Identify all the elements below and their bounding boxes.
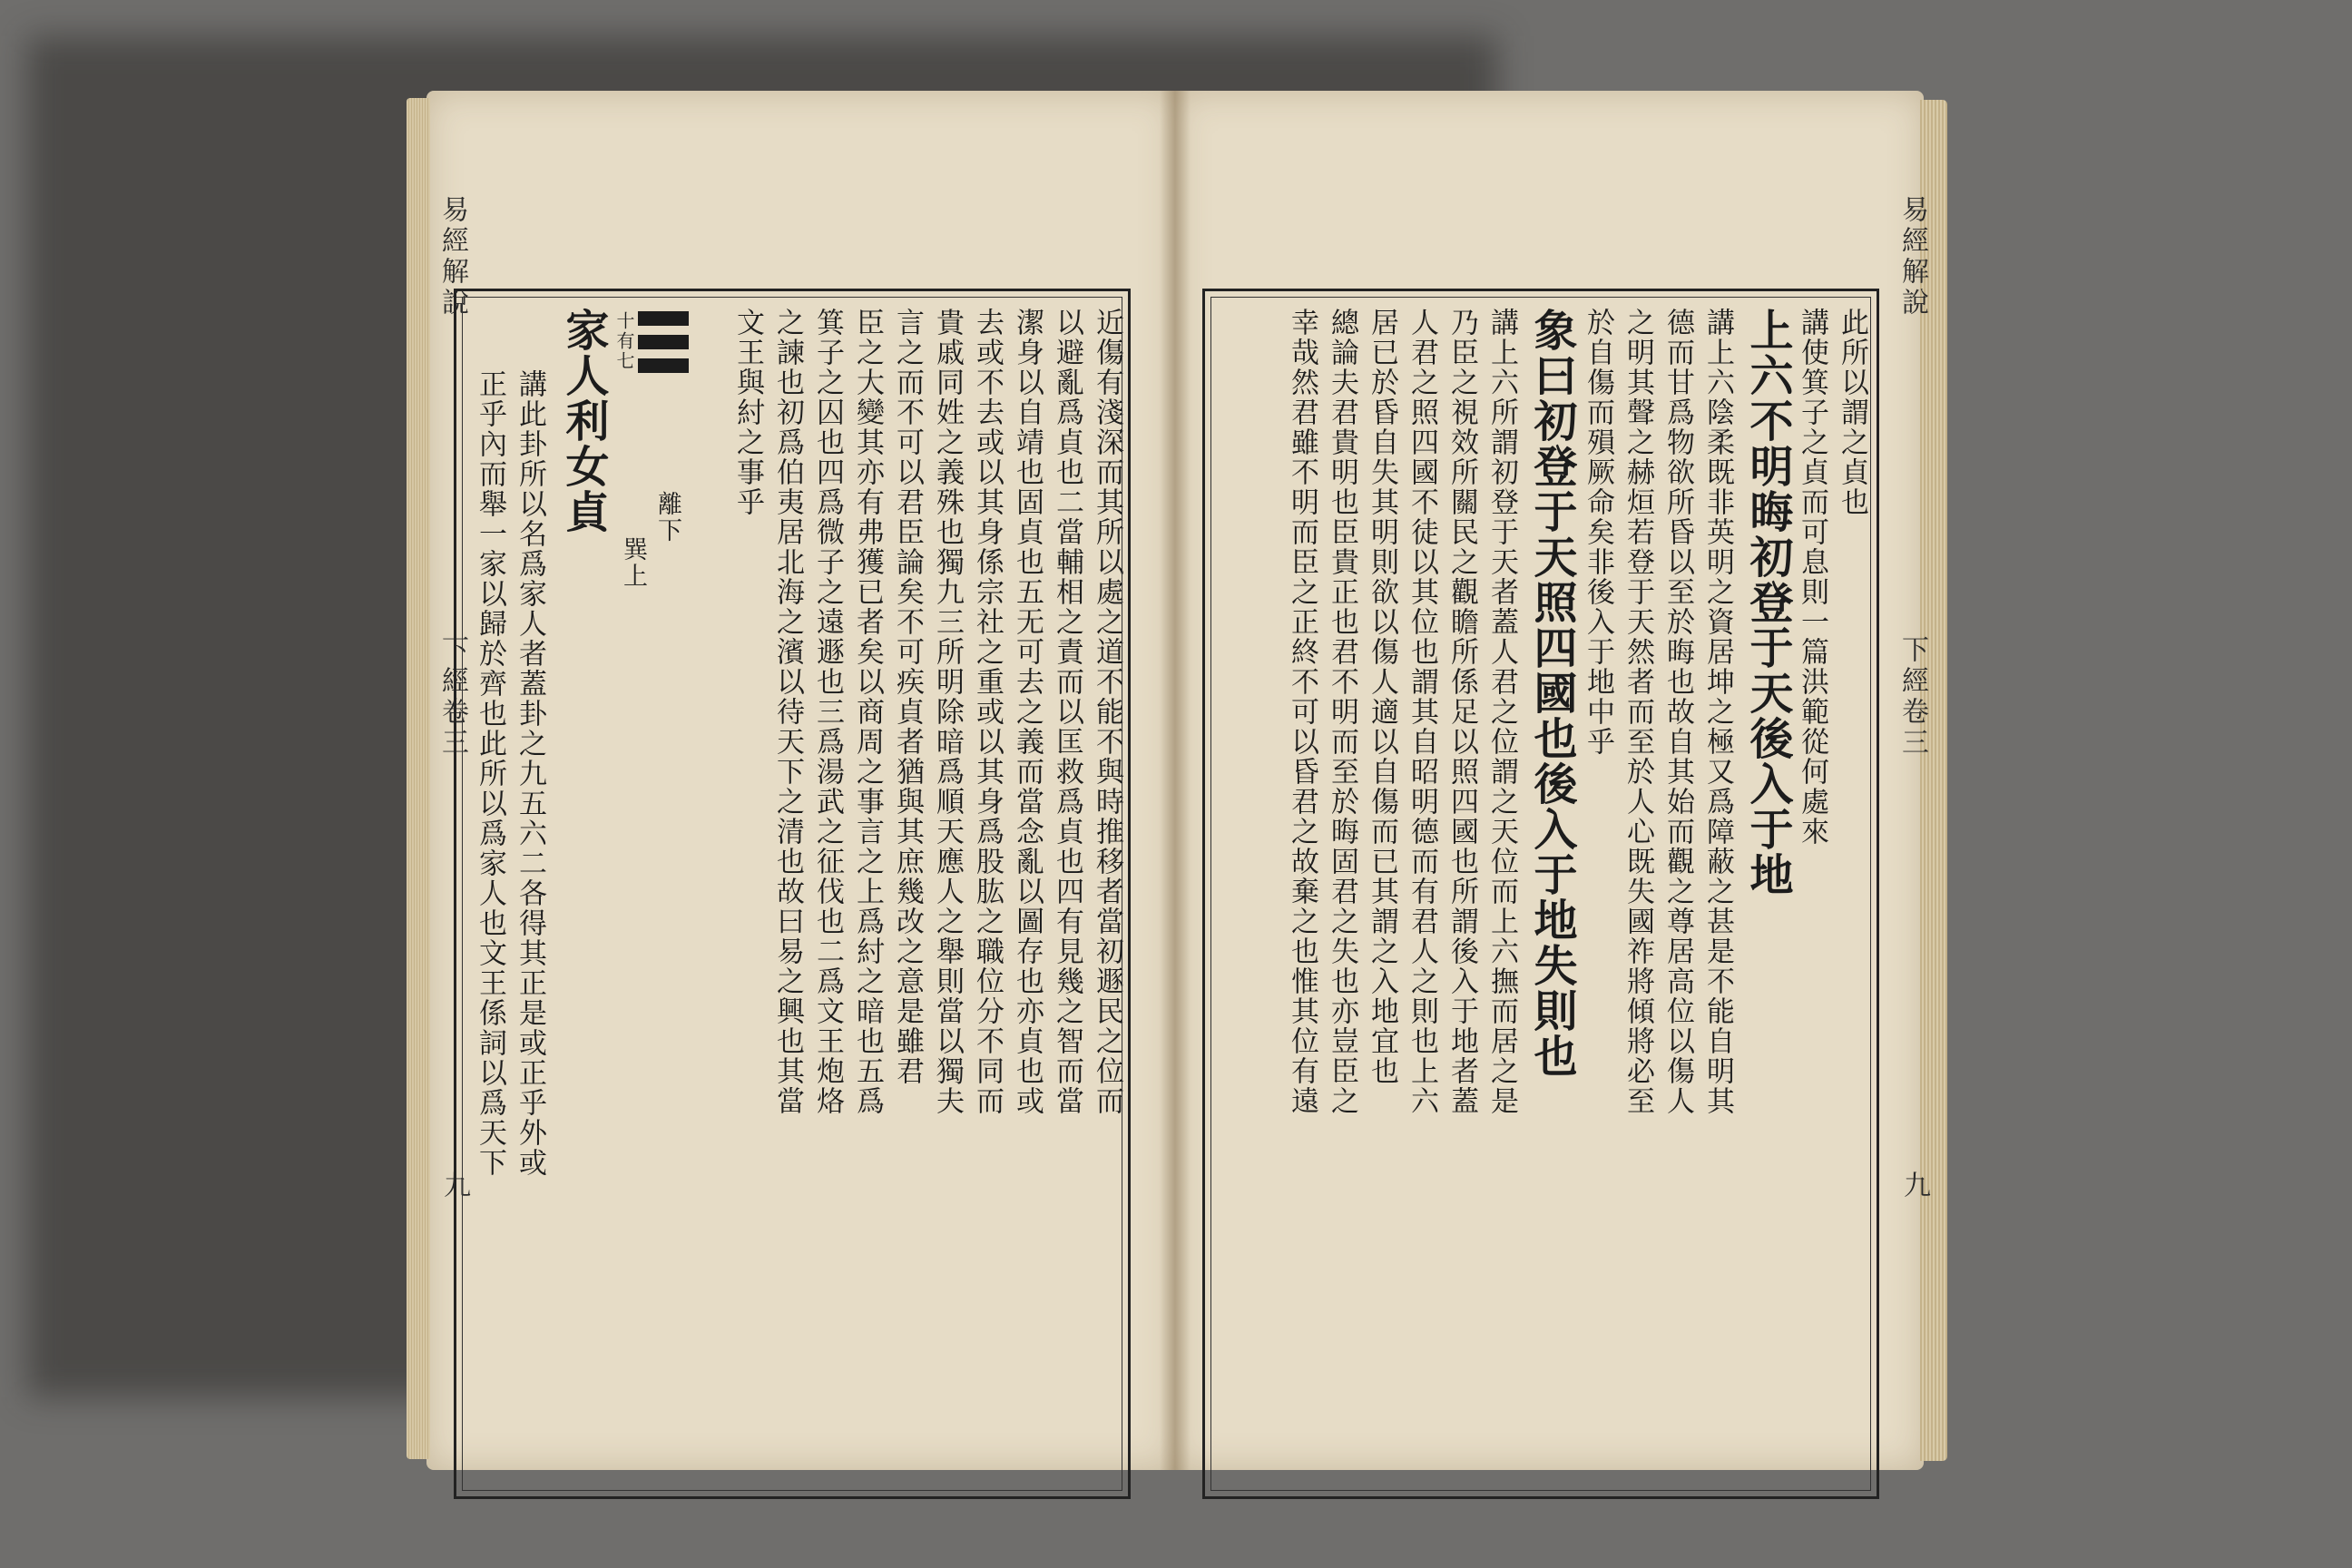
commentary-column: 講上六所謂初登于天者蓋人君之位謂之天位而上六撫而居之是 xyxy=(1485,308,1518,1116)
line-heading: 上六不明晦初登于天後入于地 xyxy=(1742,308,1793,897)
commentary-column: 講上六陰柔既非英明之資居坤之極又爲障蔽之甚是不能自明其 xyxy=(1701,308,1734,1116)
left-page-number: 九 xyxy=(438,1171,470,1198)
text-column: 以避亂爲貞也二當輔相之責而以匡救爲貞也四有見幾之智而當 xyxy=(1051,308,1083,1116)
commentary-column: 幸哉然君雖不明而臣之正終不可以昏君之故棄之也惟其位有遠 xyxy=(1286,308,1318,1116)
text-column: 臣之大變其亦有弗獲已者矣以商周之事言之上爲紂之暗也五爲 xyxy=(851,308,884,1116)
page-edges-left xyxy=(407,98,430,1459)
left-text-frame xyxy=(454,289,1131,1499)
text-column: 此所以謂之貞也 xyxy=(1836,308,1868,517)
hexagram-reference: 十有七 xyxy=(613,311,635,371)
image-heading: 象曰初登于天照四國也後入于地失則也 xyxy=(1526,308,1577,1079)
commentary-column: 之明其聲之赫烜若登于天然者而至於人心既失國祚將傾將必至 xyxy=(1622,308,1654,1116)
commentary-column: 居已於昏自失其明則欲以傷人適以自傷而已其謂之入地宜也 xyxy=(1366,308,1398,1086)
right-margin-title: 易經解說 xyxy=(1896,195,1928,318)
left-page xyxy=(426,91,1175,1470)
hexagram-line xyxy=(638,358,689,373)
text-column: 貴戚同姓之義殊也獨九三所明除暗爲順天應人之舉則當以獨夫 xyxy=(931,308,964,1116)
hexagram-line xyxy=(638,311,689,326)
trigram-upper-label: 巽上 xyxy=(619,536,647,589)
open-book xyxy=(426,91,1930,1479)
book-gutter xyxy=(1160,91,1191,1470)
text-column: 潔身以自靖也固貞也五无可去之義而當念亂以圖存也亦貞也或 xyxy=(1011,308,1044,1116)
left-margin-volume: 下經卷三 xyxy=(436,635,468,759)
commentary-column: 講此卦所以名爲家人者蓋卦之九五六二各得其正是或正乎外或 xyxy=(514,369,546,1178)
commentary-column: 人君之照四國不徒以其位也謂其自昭明德而有君人之則也上六 xyxy=(1406,308,1438,1116)
commentary-column: 乃臣之視效所關民之觀瞻所係足以照四國也所謂後入于地者蓋 xyxy=(1446,308,1478,1116)
commentary-column: 總論夫君貴明也臣貴正也君不明而至於晦固君之失也亦豈臣之 xyxy=(1326,308,1358,1116)
text-column: 去或不去或以其身係宗社之重或以其身爲股肱之職位分不同而 xyxy=(971,308,1004,1116)
right-margin-volume: 下經卷三 xyxy=(1896,635,1928,759)
text-column: 之諫也初爲伯夷居北海之濱以待天下之清也故曰易之興也其當 xyxy=(771,308,804,1116)
text-column: 文王與紂之事乎 xyxy=(731,308,764,517)
right-page xyxy=(1175,91,1930,1470)
right-text-frame xyxy=(1202,289,1879,1499)
hexagram-line xyxy=(638,335,689,349)
trigram-lower-label: 離下 xyxy=(653,491,681,544)
text-column: 言之而不可以君臣論矣不可疾貞者猶與其庶幾改之意是雖君 xyxy=(891,308,924,1086)
text-column: 近傷有淺深而其所以處之道不能不與時推移者當初遯民之位而 xyxy=(1091,308,1123,1116)
text-column: 箕子之囚也四爲微子之遠遯也三爲湯武之征伐也二爲文王炮烙 xyxy=(811,308,844,1116)
left-margin-title: 易經解說 xyxy=(436,195,468,318)
hexagram-judgment: 家人利女貞 xyxy=(558,308,609,534)
commentary-column: 德而甘爲物欲所昏以至於晦也故自其始而觀之尊居高位以傷人 xyxy=(1661,308,1694,1116)
commentary-column: 正乎內而舉一家以歸於齊也此所以爲家人也文王係詞以爲天下 xyxy=(474,369,506,1178)
text-column: 講使箕子之貞而可息則一篇洪範從何處來 xyxy=(1796,308,1828,847)
right-page-number: 九 xyxy=(1898,1171,1930,1198)
commentary-column: 於自傷而殞厥命矣非後入于地中乎 xyxy=(1582,308,1614,757)
